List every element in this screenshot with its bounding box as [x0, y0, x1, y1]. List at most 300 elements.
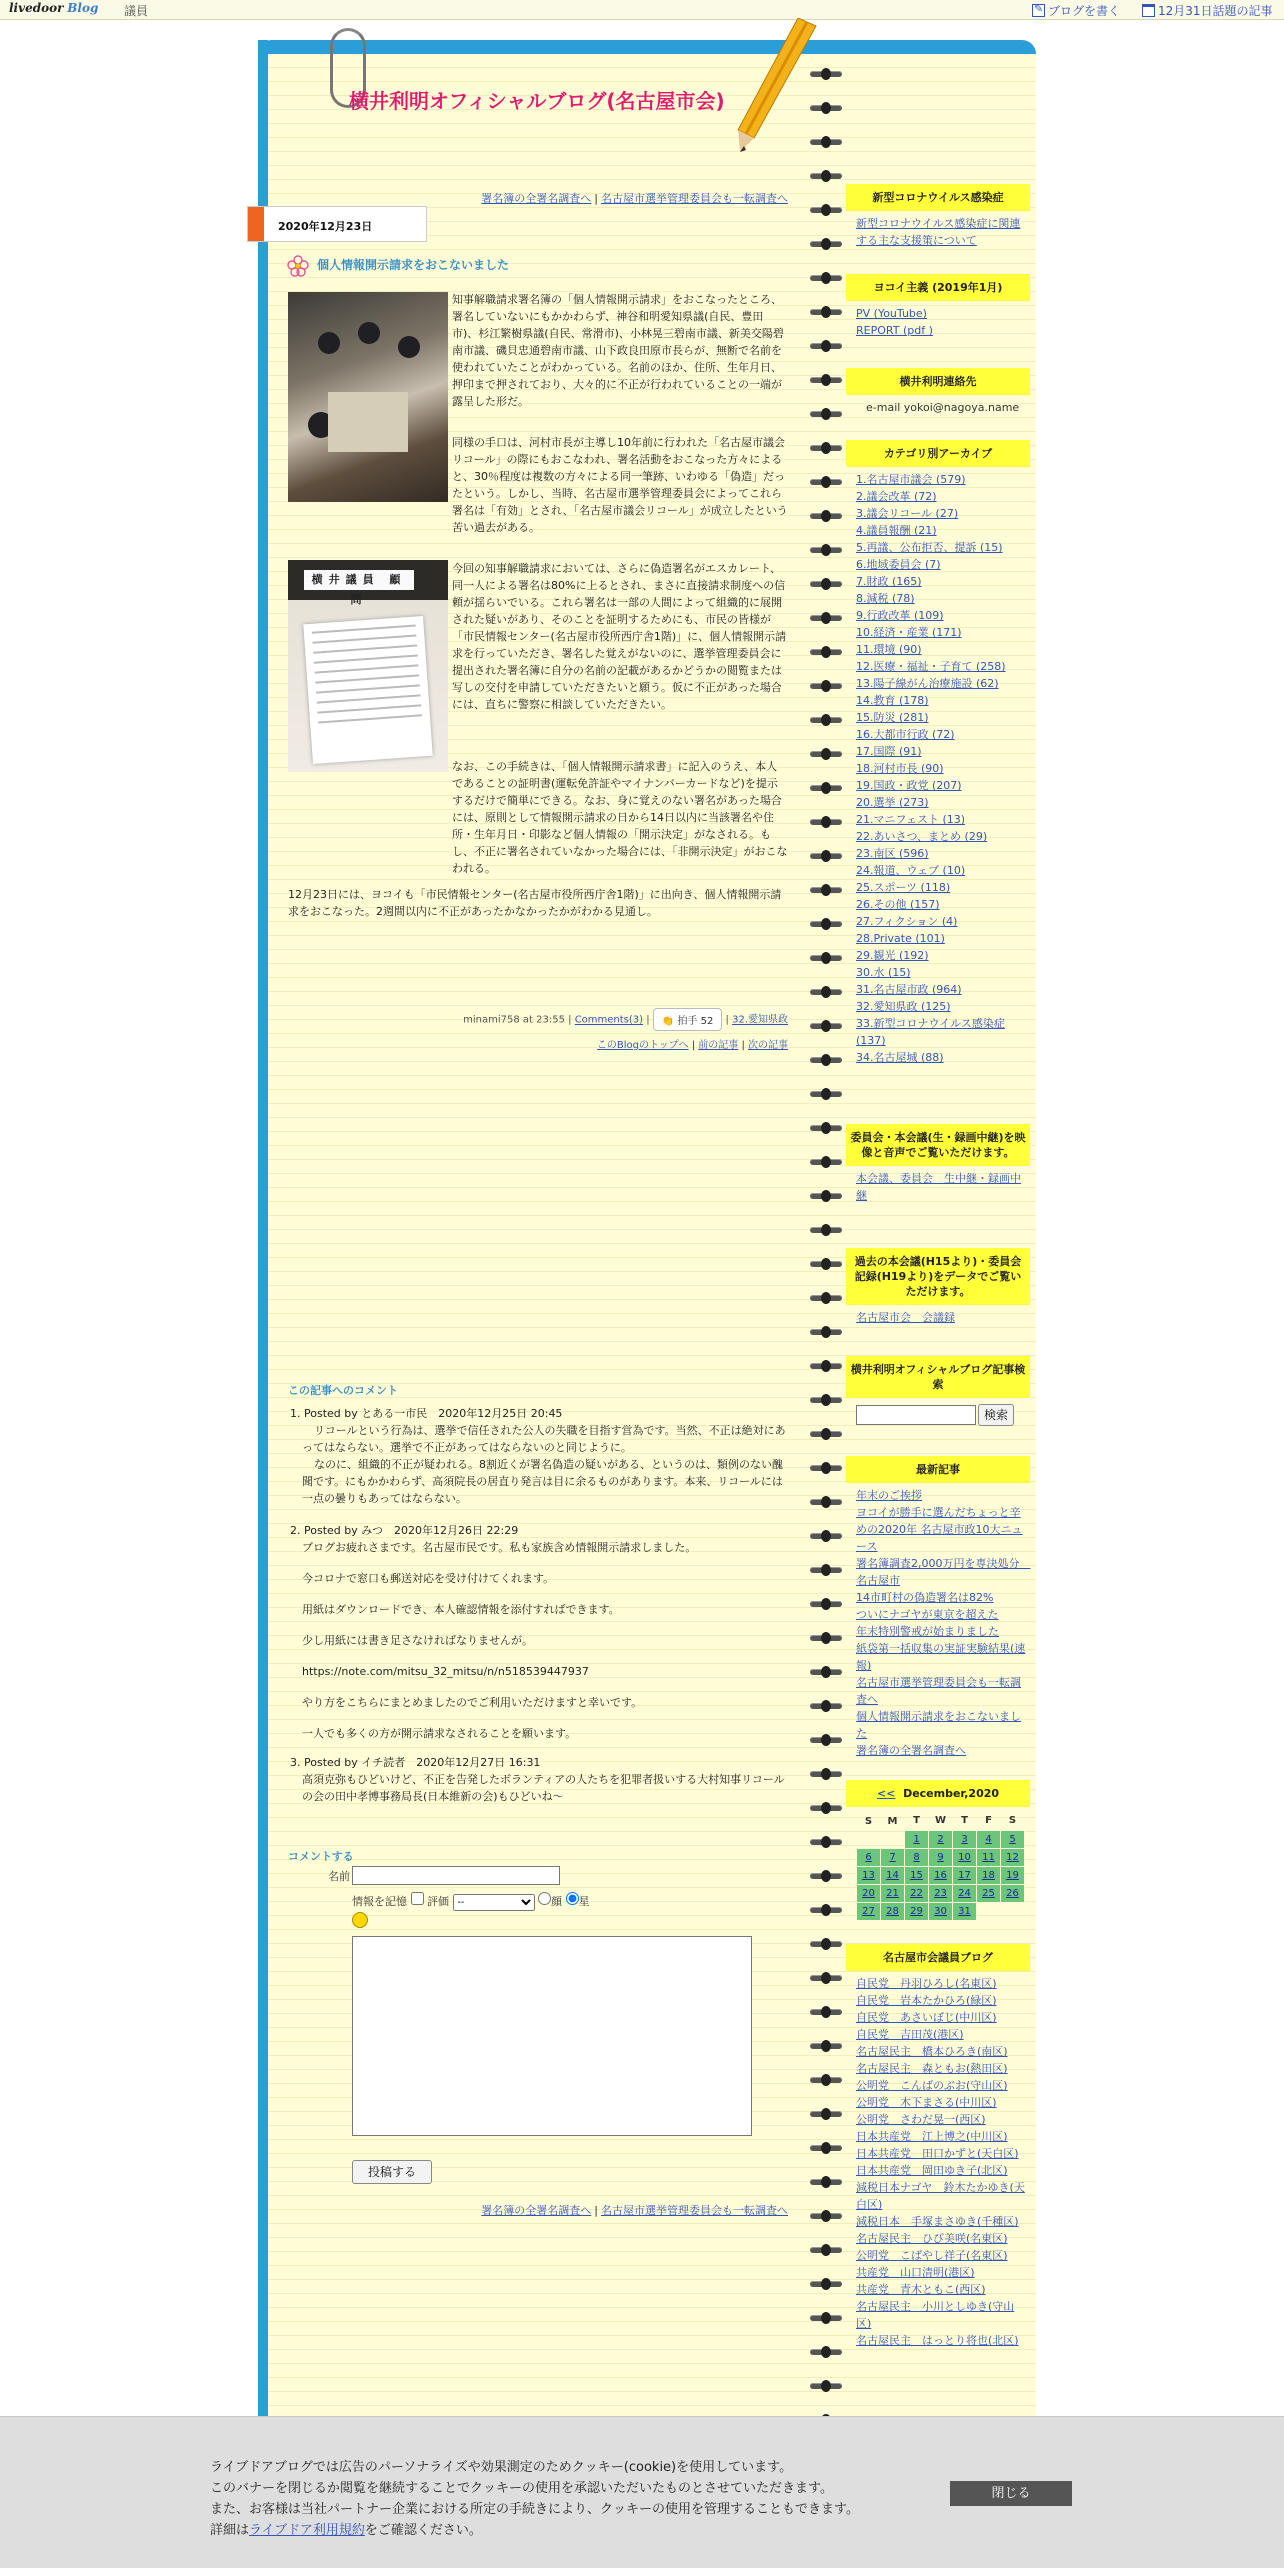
spiral-ring	[806, 1700, 846, 1712]
spiral-ring	[806, 1462, 846, 1474]
archive-category-link[interactable]: 2.議会改革 (72)	[856, 490, 937, 503]
entry-date-tab	[247, 206, 427, 242]
archive-category-link[interactable]: 13.陽子線がん治療施設 (62)	[856, 677, 999, 690]
archive-list	[846, 467, 1030, 1066]
calendar-day-link[interactable]: 28	[881, 1902, 905, 1920]
calendar-day-link[interactable]: 4	[977, 1830, 1001, 1848]
comment-item	[290, 1754, 788, 1805]
cookie-line: ライブドアブログでは広告のパーソナライズや効果測定のためクッキー(cookie)を使用しています。	[210, 2460, 793, 2475]
emoji-smile-icon[interactable]	[352, 1912, 368, 1928]
face-radio-label: 顔	[551, 1895, 562, 1908]
member-blog-link[interactable]: 公明党 さわだ晃一(西区)	[856, 2113, 986, 2126]
recent-article-link[interactable]: ヨコイが勝手に選んだちょっと辛めの2020年 名古屋市政10大ニュース	[856, 1506, 1023, 1553]
calendar-day-link[interactable]: 5	[1001, 1830, 1025, 1848]
archive-category-link[interactable]: 28.Private (101)	[856, 932, 945, 945]
archive-category-link[interactable]: 5.再議、公布拒否、提訴 (15)	[856, 541, 1003, 554]
notebook-cover-edge	[258, 40, 268, 2480]
calendar-week	[857, 1848, 1025, 1866]
comment-text: 一人でも多くの方が開示請求なされることを願います。	[302, 1727, 577, 1740]
spiral-ring	[806, 646, 846, 658]
terms-link[interactable]: ライブドア利用規約	[249, 2523, 365, 2538]
spiral-ring	[806, 1224, 846, 1236]
archive-category-link[interactable]: 23.南区 (596)	[856, 847, 929, 860]
archive-category-link[interactable]: 27.フィクション (4)	[856, 915, 958, 928]
name-label: 名前	[328, 1870, 350, 1883]
member-blog-link[interactable]: 日本共産党 江上博之(中川区)	[856, 2130, 1008, 2143]
sidebar-records	[846, 1248, 1030, 1326]
entry-paragraph-5: 12月23日には、ヨコイも「市民情報センター(名古屋市役所西庁舎1階)」に出向き、個人情報開示請求をおこなった。2週間以内に不正があったかなかったかがわかる見通し。	[288, 888, 782, 918]
spiral-ring	[806, 1428, 846, 1440]
sidebar-members	[846, 1944, 1030, 2349]
photo-sign-text: 横井議員 顧問	[304, 570, 414, 590]
archive-category-link[interactable]: 21.マニフェスト (13)	[856, 813, 966, 826]
calendar-day-link[interactable]: 19	[1001, 1866, 1025, 1884]
sidebar-archives	[846, 440, 1030, 1066]
spiral-ring	[806, 1292, 846, 1304]
spiral-ring	[806, 2244, 846, 2256]
spiral-ring	[806, 850, 846, 862]
write-blog-link[interactable]	[1032, 2, 1120, 19]
sidebar-recent	[846, 1456, 1030, 1759]
spiral-ring	[806, 1360, 846, 1372]
calendar-month: December,2020	[903, 1787, 1000, 1800]
spiral-ring	[806, 1530, 846, 1542]
sidebar-link[interactable]: 本会議、委員会 生中継・録画中継	[856, 1172, 1021, 1202]
spiral-ring	[806, 1088, 846, 1100]
spiral-ring	[806, 1836, 846, 1848]
spiral-ring	[806, 680, 846, 692]
entry-meta: minami758 at 23:55 | Comments(3) | 👏 拍手 52 | 32.愛知県政	[288, 1008, 788, 1031]
calendar-day-link[interactable]: 18	[977, 1866, 1001, 1884]
archive-category-link[interactable]: 26.その他 (157)	[856, 898, 940, 911]
spiral-ring	[806, 1904, 846, 1916]
livedoor-blog-logo[interactable]	[9, 1, 98, 17]
archive-category-link[interactable]: 29.観光 (192)	[856, 949, 929, 962]
comment-item	[290, 1522, 788, 1742]
cookie-line	[210, 2520, 859, 2541]
archive-category-link[interactable]: 12.医療・福祉・子育て (258)	[856, 660, 1006, 673]
cookie-close-button[interactable]: 閉じる	[950, 2481, 1072, 2506]
pencil-decoration-icon	[728, 18, 818, 158]
spiral-ring	[806, 1156, 846, 1168]
entry-paragraph-1: 知事解職請求署名簿の「個人情報開示請求」をおこなったところ、署名していないにもかかわらず、神谷和明愛知県議(自民、豊田市)、杉江繁樹県議(自民、常滑市)、小林晃三碧南市議、新美交陽碧南市議、磯貝忠通碧南市議、山下政良田原市長らが、無断で名前を使われていたことがわかっている。名前のほか、住所、生年月日、押印まで押されており、大々的に不正が行われていることの一端が露呈した形だ。	[452, 293, 784, 408]
archive-category-link[interactable]: 10.経済・産業 (171)	[856, 626, 962, 639]
calendar-day-link[interactable]: 7	[881, 1848, 905, 1866]
calendar-prev-link[interactable]: <<	[876, 1787, 896, 1800]
spiral-ring	[806, 918, 846, 930]
member-blog-link[interactable]: 名古屋民主 橋本ひろき(南区)	[856, 2045, 1008, 2058]
archive-category-link[interactable]: 8.減税 (78)	[856, 592, 915, 605]
member-blog-link[interactable]: 自民党 丹羽ひろし(名東区)	[856, 1977, 997, 1990]
spiral-ring	[806, 1870, 846, 1882]
spiral-ring	[806, 476, 846, 488]
entry-title[interactable]	[287, 256, 509, 273]
spiral-ring	[806, 1972, 846, 1984]
calendar-week	[857, 1830, 1025, 1848]
spiral-ring	[806, 1496, 846, 1508]
recent-article-link[interactable]: ついにナゴヤが東京を超えた	[856, 1608, 999, 1621]
archive-category-link[interactable]: 11.環境 (90)	[856, 643, 922, 656]
recent-article-link[interactable]: 署名簿調査2,000万円を専決処分 名古屋市	[856, 1557, 1031, 1587]
entry-paragraph-3: 今回の知事解職請求においては、さらに偽造署名がエスカレート、同一人による署名は80%に上るとされ、まさに直接請求制度への信頼が揺らいでいる。これら署名は一部の人間によって組織的に展開された疑いがあり、そのことを証明するためにも、市民の皆様が「市民情報センター(名古屋市役所西庁舎1階)」に、個人情報開示請求を行っていただき、署名した覚えがないのに、選挙管理委員会に提出された署名簿に自分の名前の記載があるかどうかの閲覧または写しの交付を申請していただきたいと願う。仮に不正があった場合には、直ちに警察に相談していただきたい。	[452, 562, 787, 711]
sidebar-heading: 新型コロナウイルス感染症	[846, 184, 1030, 211]
sidebar-corona	[846, 184, 1030, 249]
calendar-day-link[interactable]: 29	[905, 1902, 929, 1920]
spiral-ring	[806, 952, 846, 964]
calendar-day-link[interactable]: 16	[929, 1866, 953, 1884]
sidebar-heading: 名古屋市会議員ブログ	[846, 1944, 1030, 1971]
spiral-ring	[806, 578, 846, 590]
calendar-day-link[interactable]: 24	[953, 1884, 977, 1902]
spiral-ring	[806, 1326, 846, 1338]
archive-category-link[interactable]: 22.あいさつ、まとめ (29)	[856, 830, 988, 843]
spiral-ring	[806, 2312, 846, 2324]
comment-header: Posted by みつ 2020年12月26日 22:29	[304, 1524, 519, 1537]
archive-category-link[interactable]: 31.名古屋市政 (964)	[856, 983, 962, 996]
archive-category-link[interactable]: 20.選挙 (273)	[856, 796, 929, 809]
calendar-weekday: F	[985, 1815, 992, 1827]
spiral-ring	[806, 1258, 846, 1270]
pencil-icon	[1032, 4, 1045, 17]
spiral-ring	[806, 986, 846, 998]
archive-category-link[interactable]: 19.国政・政党 (207)	[856, 779, 962, 792]
comment-form-heading: コメントする	[288, 1850, 354, 1863]
request-form-document	[303, 616, 432, 764]
calendar	[856, 1812, 1025, 1921]
spiral-ring	[806, 1632, 846, 1644]
prev-article-link[interactable]: 前の記事	[698, 1040, 739, 1051]
comment-text: 少し用紙には書き足さなければなりませんが。	[302, 1634, 533, 1647]
calendar-weekday: W	[934, 1815, 947, 1827]
spiral-ring	[806, 408, 846, 420]
archive-category-link[interactable]: 7.財政 (165)	[856, 575, 922, 588]
member-blog-link[interactable]: 名古屋民主 森ともお(熱田区)	[856, 2062, 1008, 2075]
clap-count: 52	[700, 1016, 714, 1027]
calendar-empty-cell	[857, 1830, 881, 1848]
spiral-ring	[806, 1054, 846, 1066]
archive-category-link[interactable]: 4.議員報酬 (21)	[856, 524, 937, 537]
calendar-empty-cell	[881, 1830, 905, 1848]
calendar-empty-cell	[1001, 1902, 1025, 1920]
member-blog-link[interactable]: 自民党 岩本たかひろ(緑区)	[856, 1994, 997, 2007]
recent-articles-list	[846, 1483, 1030, 1759]
spiral-ring	[806, 1020, 846, 1032]
comment-text: リコールという行為は、選挙で信任された公人の失職を目指す営為です。当然、不正は絶対にあってはならない。選挙で不正があってはならないのと同じように。	[302, 1424, 786, 1454]
notebook-cover-top-right	[828, 40, 1036, 54]
top-bar	[0, 0, 1284, 20]
blog-title[interactable]: 横井利明オフィシャルブログ(名古屋市会)	[349, 89, 725, 113]
sidebar-video	[846, 1124, 1030, 1204]
comment-text: やり方をこちらにまとめましたのでご利用いただけますと幸いです。	[302, 1696, 643, 1709]
member-blog-link[interactable]: 名古屋民主 小川としゆき(守山区)	[856, 2300, 1015, 2330]
entry-author-time: minami758 at 23:55	[463, 1014, 565, 1026]
spiral-ring	[806, 1122, 846, 1134]
calendar-week	[857, 1866, 1025, 1884]
spiral-ring	[806, 204, 846, 216]
spiral-ring	[806, 2074, 846, 2086]
archive-category-link[interactable]: 32.愛知県政 (125)	[856, 1000, 951, 1013]
calendar-day-link[interactable]: 30	[929, 1902, 953, 1920]
entry-photo-request-form[interactable]	[288, 560, 448, 772]
comments-heading: この記事へのコメント	[288, 1384, 398, 1397]
spiral-ring	[806, 170, 846, 182]
spiral-ring	[806, 884, 846, 896]
spiral-ring	[806, 1768, 846, 1780]
calendar-day-link[interactable]: 2	[929, 1830, 953, 1848]
spiral-ring	[806, 1802, 846, 1814]
spiral-ring	[806, 2210, 846, 2222]
sidebar-heading: 横井利明連絡先	[846, 368, 1030, 395]
member-blog-link[interactable]: 名古屋民主 はっとり将也(北区)	[856, 2334, 1019, 2347]
calendar-day-link[interactable]: 6	[857, 1848, 881, 1866]
archive-category-link[interactable]: 15.防災 (281)	[856, 711, 929, 724]
comment-number: 2.	[290, 1524, 301, 1537]
calendar-day-link[interactable]: 31	[953, 1902, 977, 1920]
sidebar-link[interactable]: 名古屋市会 会議録	[856, 1311, 955, 1324]
archive-category-link[interactable]: 6.地域委員会 (7)	[856, 558, 941, 571]
calendar-day-link[interactable]: 25	[977, 1884, 1001, 1902]
sidebar-yokoi	[846, 274, 1030, 339]
star-radio-label: 星	[578, 1895, 590, 1908]
submit-comment-button[interactable]: 投稿する	[352, 2160, 432, 2184]
entry-paragraph-2-text: 同様の手口は、河村市長が主導し10年前に行われた「名古屋市議会リコール」の際にもおこなわれ、署名活動をおこなった方々によると、30％程度は複数の方々による同一筆跡、いわゆる「偽造」だったという。しかし、当時、名古屋市選挙管理委員会によってこれら署名は「有効」とされ、「名古屋市議会リコール」が成立したという苦い過去がある。	[452, 436, 788, 534]
sidebar-heading: 最新記事	[846, 1456, 1030, 1483]
spiral-ring	[806, 2278, 846, 2290]
member-blog-link[interactable]: 減税日本 手塚まさゆき(千種区)	[856, 2215, 1019, 2228]
write-blog-label: ブログを書く	[1048, 4, 1121, 18]
archive-category-link[interactable]: 9.行政改革 (109)	[856, 609, 944, 622]
calendar-day-link[interactable]: 13	[857, 1866, 881, 1884]
recent-article-link[interactable]: 年末のご挨拶	[856, 1489, 922, 1502]
archive-category-link[interactable]: 3.議会リコール (27)	[856, 507, 959, 520]
entry-paragraph-2	[288, 434, 788, 536]
spiral-ring	[806, 816, 846, 828]
recent-article-link[interactable]: 紙袋第一括収集の実証実験結果(速報)	[856, 1642, 1026, 1672]
spiral-ring	[806, 612, 846, 624]
spiral-ring	[806, 1666, 846, 1678]
entry-comments-link[interactable]: Comments(3)	[574, 1014, 644, 1026]
sidebar-heading: 委員会・本会議(生・録画中継)を映像と音声でご覧いただけます。	[846, 1124, 1030, 1166]
logo-livedoor-text: livedoor	[9, 1, 64, 15]
spiral-ring	[806, 1394, 846, 1406]
cookie-text	[210, 2457, 859, 2541]
archive-category-link[interactable]: 1.名古屋市議会 (579)	[856, 473, 966, 486]
member-blog-link[interactable]: 公明党 こばやし祥子(名東区)	[856, 2249, 1008, 2262]
entry-paragraph-4-text: なお、この手続きは、「個人情報開示請求書」に記入のうえ、本人であることの証明書(運転免許証やマイナンバーカードなど)を提示するだけで簡単にできる。なお、身に覚えのない署名があった場合には、原則として情報開示請求の日から14日以内に当該署名や住所・生年月日・印影など個人情報の「開示決定」がなされる。もし、不正に署名されていなかった場合には、「非開示決定」がおこなわれる。	[452, 760, 788, 875]
spiral-ring	[806, 2176, 846, 2188]
recent-article-link[interactable]: 個人情報開示請求をおこないました	[856, 1710, 1021, 1740]
calendar-weekday: S	[1008, 1815, 1017, 1827]
archive-category-link[interactable]: 25.スポーツ (118)	[856, 881, 951, 894]
calendar-day-link[interactable]: 23	[929, 1884, 953, 1902]
star-radio[interactable]	[566, 1892, 579, 1905]
entry-nav-links: このBlogのトップへ | 前の記事 | 次の記事	[596, 1040, 788, 1051]
entry-title-text: 個人情報開示請求をおこないました	[317, 258, 510, 272]
sidebar-link[interactable]: 新型コロナウイルス感染症に関連する主な支援策について	[856, 217, 1021, 247]
clap-label: 拍手	[677, 1016, 698, 1027]
date-tab-accent	[248, 207, 264, 241]
calendar-day-link[interactable]: 26	[1001, 1884, 1025, 1902]
sidebar-link[interactable]: PV (YouTube)	[856, 307, 927, 320]
spiral-ring	[806, 340, 846, 352]
member-blogs-list	[846, 1971, 1030, 2349]
spiral-ring	[806, 2040, 846, 2052]
calendar-day-link[interactable]: 20	[857, 1884, 881, 1902]
calendar-day-link[interactable]: 9	[929, 1848, 953, 1866]
calendar-day-link[interactable]: 12	[1001, 1848, 1025, 1866]
spiral-ring	[806, 2006, 846, 2018]
calendar-day-link[interactable]: 10	[953, 1848, 977, 1866]
calendar-day-link[interactable]: 11	[977, 1848, 1001, 1866]
calendar-weekday: S	[864, 1815, 873, 1827]
next-entry-link[interactable]: 名古屋市選挙管理委員会も一転調査へ	[601, 2204, 788, 2217]
notebook-spiral-binding	[806, 60, 846, 2480]
spiral-ring	[806, 714, 846, 726]
entry-paragraph-4	[288, 758, 788, 877]
comment-link-text: https://note.com/mitsu_32_mitsu/n/n518539447937	[302, 1665, 589, 1678]
rating-select[interactable]	[453, 1894, 535, 1911]
member-blog-link[interactable]: 公明党 こんばのぶお(守山区)	[856, 2079, 1008, 2092]
calendar-day-link[interactable]: 1	[905, 1830, 929, 1848]
name-input[interactable]	[352, 1866, 560, 1885]
comment-header: Posted by とある一市民 2020年12月25日 20:45	[304, 1407, 563, 1420]
sidebar-heading: ヨコイ主義 (2019年1月)	[846, 274, 1030, 301]
member-blog-link[interactable]: 減税日本ナゴヤ 鈴木たかゆき(天白区)	[856, 2181, 1025, 2211]
calendar-day-link[interactable]: 15	[905, 1866, 929, 1884]
spiral-ring	[806, 442, 846, 454]
calendar-day-link[interactable]: 17	[953, 1866, 977, 1884]
spiral-ring	[806, 306, 846, 318]
calendar-weekday: M	[887, 1815, 898, 1827]
face-radio[interactable]	[538, 1892, 551, 1905]
member-blog-link[interactable]: 共産党 山口清明(港区)	[856, 2266, 975, 2279]
member-blog-link[interactable]: 公明党 木下まさる(中川区)	[856, 2096, 997, 2109]
comment-text: 用紙はダウンロードでき、本人確認情報を添付すればできます。	[302, 1603, 620, 1616]
calendar-day-link[interactable]: 27	[857, 1902, 881, 1920]
archive-category-link[interactable]: 24.報道、ウェブ (10)	[856, 864, 966, 877]
spiral-ring	[806, 272, 846, 284]
member-blog-link[interactable]: 名古屋民主 ひび美咲(名東区)	[856, 2232, 1008, 2245]
archive-category-link[interactable]: 18.河村市長 (90)	[856, 762, 944, 775]
prev-entry-link[interactable]: 署名簿の全署名調査へ	[481, 2204, 592, 2217]
comment-header: Posted by イチ読者 2020年12月27日 16:31	[304, 1756, 541, 1769]
blog-search-input[interactable]	[856, 1405, 976, 1425]
member-blog-link[interactable]: 日本共産党 田口かずと(天白区)	[856, 2147, 1019, 2160]
entry-nav-top: 署名簿の全署名調査へ | 名古屋市選挙管理委員会も一転調査へ	[481, 192, 788, 205]
comment-text: なのに、組織的不正が疑われる。8割近くが署名偽造の疑いがある、というのは、類例のない醜聞です。にもかかわらず、高須院長の居直り発言は目に余るものがあります。本来、リコールには一点の曇りもあってはならない。	[302, 1458, 783, 1505]
spiral-ring	[806, 748, 846, 760]
entry-nav-bottom: 署名簿の全署名調査へ | 名古屋市選挙管理委員会も一転調査へ	[481, 2204, 788, 2217]
sidebar-contact	[846, 368, 1030, 416]
spiral-ring	[806, 510, 846, 522]
spiral-ring	[806, 2108, 846, 2120]
cookie-line-post: をご確認ください。	[364, 2523, 482, 2538]
next-article-link[interactable]: 次の記事	[748, 1040, 788, 1051]
member-blog-link[interactable]: 日本共産党 岡田ゆき子(北区)	[856, 2164, 1008, 2177]
category-crumb[interactable]: 議員	[124, 4, 149, 18]
logo-blog-text: Blog	[67, 1, 99, 15]
archive-category-link[interactable]: 34.名古屋城 (88)	[856, 1051, 944, 1064]
blog-search-button[interactable]: 検索	[978, 1404, 1014, 1426]
sidebar-link[interactable]: REPORT (pdf )	[856, 324, 933, 337]
contact-email: e-mail yokoi@nagoya.name	[866, 401, 1020, 414]
cookie-banner	[0, 2416, 1284, 2568]
archive-category-link[interactable]: 30.水 (15)	[856, 966, 911, 979]
member-blog-link[interactable]: 自民党 吉田茂(港区)	[856, 2028, 964, 2041]
calendar-week	[857, 1902, 1025, 1920]
sidebar-search	[846, 1356, 1030, 1426]
calendar-table	[856, 1812, 1025, 1921]
entry-date: 2020年12月23日	[278, 220, 373, 233]
spiral-ring	[806, 544, 846, 556]
comment-form	[288, 1848, 354, 1864]
archive-category-link[interactable]: 17.国際 (91)	[856, 745, 922, 758]
spiral-ring	[806, 2142, 846, 2154]
calendar-header	[846, 1780, 1030, 1807]
calendar-day-link[interactable]: 22	[905, 1884, 929, 1902]
spiral-ring	[806, 782, 846, 794]
recent-article-link[interactable]: 年末特別警戒が始まりました	[856, 1625, 999, 1638]
spiral-ring	[806, 1190, 846, 1202]
clap-button[interactable]: 👏 拍手 52	[653, 1008, 723, 1031]
sidebar-heading: 過去の本会議(H15より)・委員会記録(H19より)をデータでご覧いただけます。	[846, 1248, 1030, 1305]
spiral-ring	[806, 2346, 846, 2358]
spiral-ring	[806, 1598, 846, 1610]
sidebar-heading: カテゴリ別アーカイブ	[846, 440, 1030, 467]
spiral-ring	[806, 374, 846, 386]
next-entry-link[interactable]: 名古屋市選挙管理委員会も一転調査へ	[601, 192, 788, 205]
calendar-empty-cell	[977, 1902, 1001, 1920]
recent-article-link[interactable]: 14市町村の偽造署名は82%	[856, 1591, 994, 1604]
spiral-ring	[806, 2380, 846, 2392]
archive-category-link[interactable]: 33.新型コロナウイルス感染症 (137)	[856, 1017, 1005, 1047]
spiral-ring	[806, 1564, 846, 1576]
calendar-day-link[interactable]: 3	[953, 1830, 977, 1848]
spiral-ring	[806, 1938, 846, 1950]
calendar-day-link[interactable]: 21	[881, 1884, 905, 1902]
topic-articles-label: 12月31日話題の記事	[1158, 4, 1273, 18]
blog-top-link[interactable]: このBlogのトップへ	[596, 1040, 689, 1051]
rating-label: 評価	[427, 1895, 449, 1908]
calendar-weekday: T	[913, 1815, 920, 1827]
archive-category-link[interactable]: 16.大都市行政 (72)	[856, 728, 955, 741]
sidebar-heading: 横井利明オフィシャルブログ記事検索	[846, 1356, 1030, 1398]
calendar-day-link[interactable]: 14	[881, 1866, 905, 1884]
comment-body-textarea[interactable]	[352, 1936, 752, 2136]
recent-article-link[interactable]: 署名簿の全署名調査へ	[856, 1744, 966, 1757]
remember-checkbox[interactable]	[411, 1892, 424, 1905]
archive-category-link[interactable]: 14.教育 (178)	[856, 694, 929, 707]
comment-text: 高須克弥もひどいけど、不正を告発したボランティアの人たちを犯罪者扱いする大村知事リコールの会の田中孝博事務局長(日本維新の会)もひどいね～	[302, 1773, 785, 1803]
cookie-line-pre: 詳細は	[210, 2523, 250, 2538]
recent-article-link[interactable]: 名古屋市選挙管理委員会も一転調査へ	[856, 1676, 1021, 1706]
sidebar-calendar-head	[846, 1780, 1030, 1807]
topic-articles-link[interactable]	[1142, 2, 1273, 19]
prev-entry-link[interactable]: 署名簿の全署名調査へ	[481, 192, 592, 205]
comment-text: ブログお疲れさまです。名古屋市民です。私も家族含め情報開示請求しました。	[302, 1541, 697, 1554]
calendar-week	[857, 1884, 1025, 1902]
calendar-weekday: T	[961, 1815, 968, 1827]
calendar-day-link[interactable]: 8	[905, 1848, 929, 1866]
cookie-line: このバナーを閉じるか閲覧を継続することでクッキーの使用を承認いただいたものとさせていただきます。	[210, 2481, 833, 2496]
entry-category-link[interactable]: 32.愛知県政	[732, 1014, 788, 1026]
member-blog-link[interactable]: 共産党 青木ともこ(西区)	[856, 2283, 986, 2296]
comment-number: 3.	[290, 1756, 301, 1769]
calendar-body	[857, 1830, 1025, 1920]
calendar-weekday-row	[857, 1812, 1025, 1830]
member-blog-link[interactable]: 自民党 あさいぼじ(中川区)	[856, 2011, 997, 2024]
cookie-line: また、お客様は当社パートナー企業における所定の手続きにより、クッキーの使用を管理することもできます。	[210, 2502, 859, 2517]
